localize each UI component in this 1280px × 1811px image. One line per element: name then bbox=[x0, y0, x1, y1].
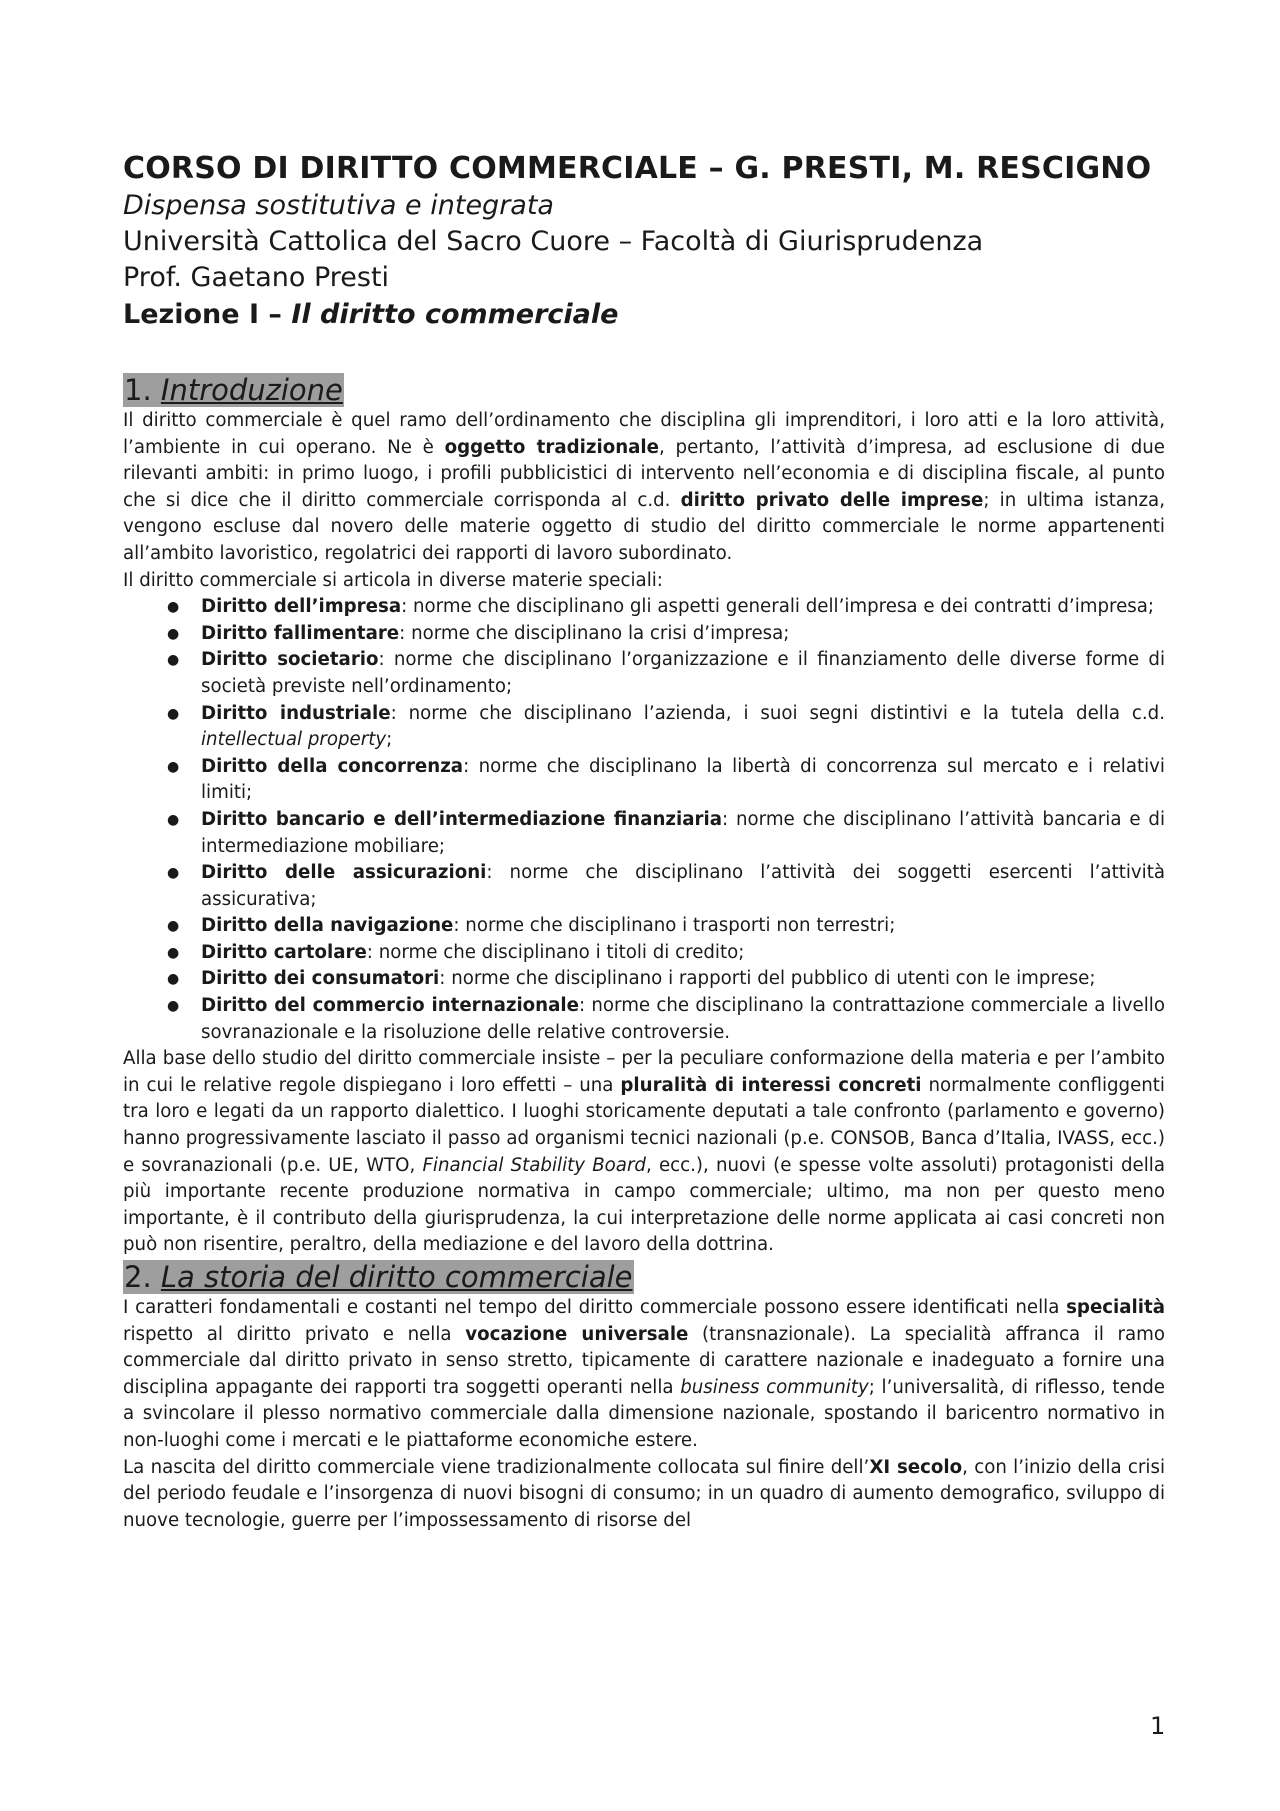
page-number: 1 bbox=[1150, 1712, 1166, 1740]
list-item: ● Diritto dell’impresa: norme che disciplinano gli aspetti generali dell’impresa e dei contratti d’impresa; bbox=[123, 594, 1165, 621]
section-2-heading bbox=[123, 1259, 1165, 1295]
list-item: ● Diritto della navigazione: norme che disciplinano i trasporti non terrestri; bbox=[123, 913, 1165, 940]
list-item: ● Diritto della concorrenza: norme che disciplinano la libertà di concorrenza sul mercato e i relativi limiti; bbox=[167, 755, 1165, 804]
section-1-title: Introduzione bbox=[160, 373, 343, 407]
document-subtitle: Dispensa sostitutiva e integrata bbox=[123, 190, 554, 221]
professor-line: Prof. Gaetano Presti bbox=[123, 262, 390, 293]
list-item: ● Diritto delle assicurazioni: norme che disciplinano l’attività dei soggetti esercenti l’attività assicurativa; bbox=[167, 862, 1165, 910]
document-title: CORSO DI DIRITTO COMMERCIALE – G. PRESTI, M. RESCIGNO bbox=[123, 151, 1152, 186]
subject-list bbox=[123, 594, 1165, 1046]
list-item: ● Diritto cartolare: norme che disciplinano i titoli di credito; bbox=[123, 940, 1165, 967]
bullet-icon: ● bbox=[167, 944, 180, 961]
bullet-icon: ● bbox=[167, 758, 180, 775]
bullet-icon: ● bbox=[167, 599, 180, 616]
section-2-paragraph-2: La nascita del diritto commerciale viene tradizionalmente collocata sul finire dell’XI secolo, con l’inizio della crisi del periodo feudale e l’insorgenza di nuovi bisogni di consumo; in un quadro di aumento demografico, sviluppo di nuove tecnologie, guerre per l’impossessamento di risorse del bbox=[123, 1456, 1165, 1531]
section-1-number: 1. bbox=[124, 373, 161, 407]
lesson-heading bbox=[123, 296, 1165, 334]
bullet-icon: ● bbox=[167, 971, 180, 988]
section-2-paragraph-1: I caratteri fondamentali e costanti nel tempo del diritto commerciale possono essere identificati nella specialità rispetto al diritto privato e nella vocazione universale (transnazionale). La specialità affranca il ramo commerciale dal diritto privato in senso stretto, tipicamente di carattere nazionale e inadeguato a fornire una disciplina appagante dei rapporti tra soggetti operanti nella business community; l’universalità, di riflesso, tende a svincolare il plesso normativo commerciale dalla dimensione nazionale, spostando il baricentro normativo in non-luoghi come i mercati e le piattaforme economiche estere. bbox=[123, 1297, 1166, 1451]
section-2-number: 2. bbox=[124, 1260, 161, 1294]
bullet-icon: ● bbox=[167, 625, 180, 642]
lesson-prefix: Lezione I – bbox=[123, 299, 292, 330]
list-item: ● Diritto del commercio internazionale: norme che disciplinano la contrattazione commerciale a livello sovranazionale e la risoluzione delle relative controversie. bbox=[167, 995, 1165, 1043]
list-item: ● Diritto dei consumatori: norme che disciplinano i rapporti del pubblico di utenti con le imprese; bbox=[123, 966, 1165, 993]
bullet-icon: ● bbox=[167, 705, 180, 722]
list-item: ● Diritto fallimentare: norme che disciplinano la crisi d’impresa; bbox=[123, 621, 1165, 648]
section-1-heading bbox=[123, 372, 1165, 408]
section-1-paragraph-1: Il diritto commerciale è quel ramo dell’ordinamento che disciplina gli imprenditori, i loro atti e la loro attività, l’ambiente in cui operano. Ne è oggetto tradizionale, pertanto, l’attività d’impresa, ad esclusione di due rilevanti ambiti: in primo luogo, i profili pubblicistici di intervento nell’economia e di disciplina fiscale, al punto che si dice che il diritto commerciale corrisponda al c.d. diritto privato delle imprese; in ultima istanza, vengono escluse dal novero delle materie oggetto di studio del diritto commerciale le norme appartenenti all’ambito lavoristico, regolatrici dei rapporti di lavoro subordinato. bbox=[123, 410, 1165, 564]
bullet-icon: ● bbox=[167, 652, 180, 669]
lesson-title: Il diritto commerciale bbox=[291, 299, 619, 330]
university-line: Università Cattolica del Sacro Cuore – Facoltà di Giurisprudenza bbox=[123, 226, 984, 257]
list-item: ● Diritto bancario e dell’intermediazione finanziaria: norme che disciplinano l’attività bancaria e di intermediazione mobiliare; bbox=[167, 808, 1165, 857]
section-2-title: La storia del diritto commerciale bbox=[160, 1260, 633, 1294]
bullet-icon: ● bbox=[167, 811, 180, 828]
bullet-icon: ● bbox=[167, 865, 180, 882]
section-1-highlight bbox=[123, 373, 344, 407]
list-item: ● Diritto societario: norme che disciplinano l’organizzazione e il finanziamento delle diverse forme di società previste nell’ordinamento; bbox=[167, 649, 1165, 697]
section-1-paragraph-3: Alla base dello studio del diritto commerciale insiste – per la peculiare conformazione della materia e per l’ambito in cui le relative regole dispiegano i loro effetti – una pluralità di interessi concreti normalmente confliggenti tra loro e legati da un rapporto dialettico. I luoghi storicamente deputati a tale confronto (parlamento e governo) hanno progressivamente lasciato il passo ad organismi tecnici nazionali (p.e. CONSOB, Banca d’Italia, IVASS, ecc.) e sovranazionali (p.e. UE, WTO, Financial Stability Board, ecc.), nuovi (e spesse volte assoluti) protagonisti della più importante recente produzione normativa in campo commerciale; ultimo, ma non per questo meno importante, è il contributo della giurisprudenza, la cui interpretazione delle norme applicata ai casi concreti non può non risentire, peraltro, della mediazione e del lavoro della dottrina. bbox=[123, 1048, 1165, 1256]
section-2-highlight bbox=[123, 1260, 634, 1294]
bullet-icon: ● bbox=[167, 918, 180, 935]
section-1-paragraph-2: Il diritto commerciale si articola in diverse materie speciali: bbox=[123, 569, 663, 591]
bullet-icon: ● bbox=[167, 998, 180, 1015]
list-item: ● Diritto industriale: norme che disciplinano l’azienda, i suoi segni distintivi e la tutela della c.d. intellectual property; bbox=[167, 702, 1166, 751]
document-page bbox=[123, 150, 1165, 1534]
